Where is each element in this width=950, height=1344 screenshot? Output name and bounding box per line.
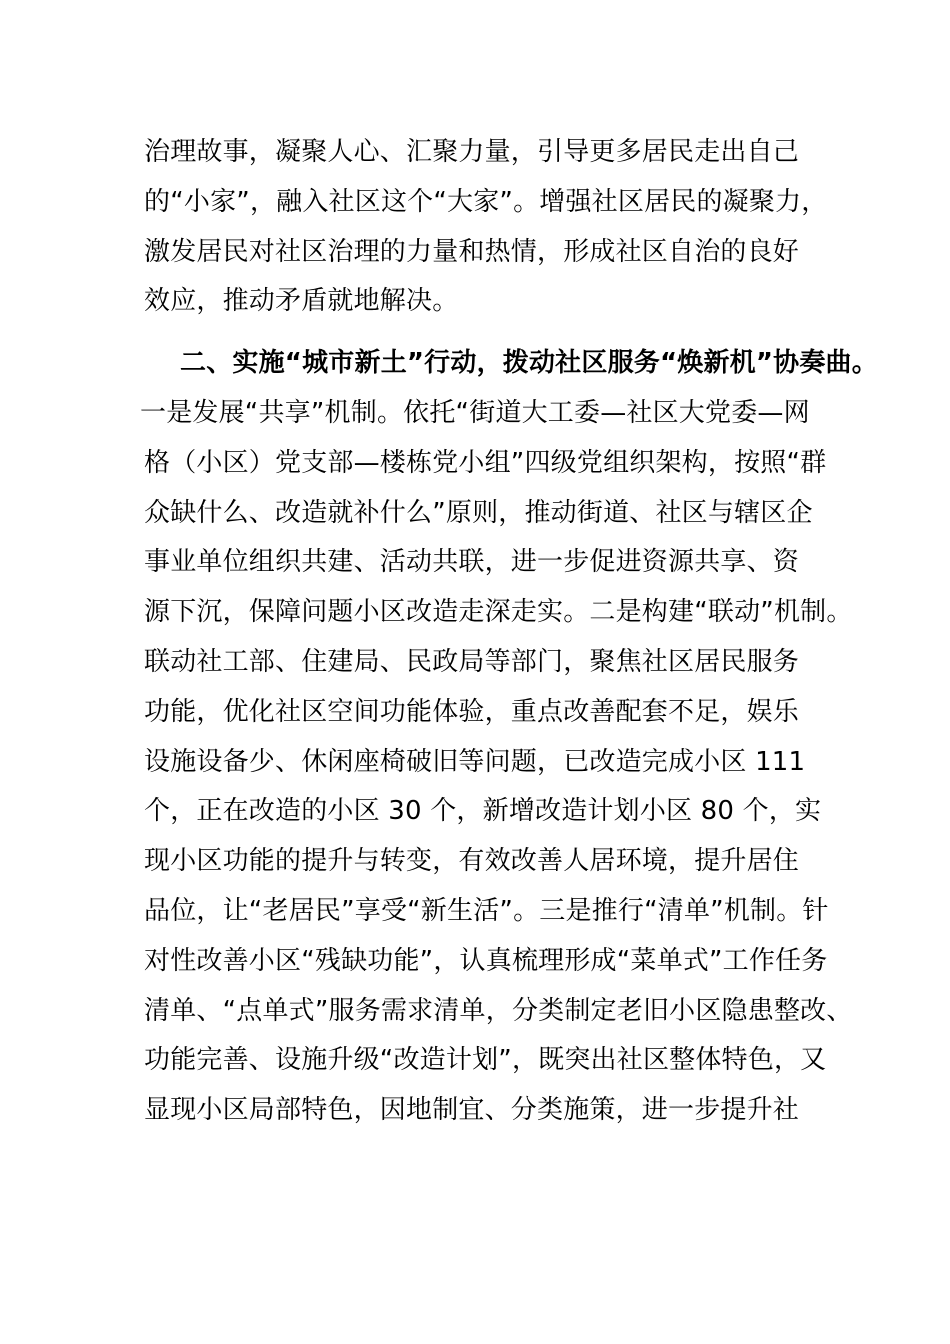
- text-line: 功能完善、设施升级“改造计划”，既突出社区整体特色，又: [144, 1045, 827, 1076]
- text-line: 联动社工部、住建局、民政局等部门，聚焦社区居民服务: [144, 646, 800, 677]
- text-line: 众缺什么、改造就补什么”原则，推动街道、社区与辖区企: [144, 497, 813, 528]
- section-heading: 二、实施“城市新土”行动，拨动社区服务“焕新机”协奏曲。: [180, 348, 878, 379]
- text-line: 清单、“点单式”服务需求清单，分类制定老旧小区隐患整改、: [144, 995, 853, 1026]
- text-line: 源下沉，保障问题小区改造走深走实。二是构建“联动”机制。: [144, 597, 853, 628]
- text-line: 治理故事，凝聚人心、汇聚力量，引导更多居民走出自己: [144, 137, 800, 167]
- text-line: 效应，推动矛盾就地解决。: [144, 286, 459, 317]
- text-line: 功能，优化社区空间功能体验，重点改善配套不足，娱乐: [144, 696, 800, 727]
- text-line: 格（小区）党支部—楼栋党小组”四级党组织架构，按照“群: [144, 447, 827, 478]
- text-line: 对性改善小区“残缺功能”，认真梳理形成“菜单式”工作任务: [144, 945, 828, 976]
- text-line: 的“小家”，融入社区这个“大家”。增强社区居民的凝聚力，: [144, 186, 828, 217]
- text-line: 个，正在改造的小区 30 个，新增改造计划小区 80 个，实: [144, 796, 822, 827]
- text-line: 事业单位组织共建、活动共联，进一步促进资源共享、资: [144, 547, 800, 578]
- text-line: 显现小区局部特色，因地制宜、分类施策，进一步提升社: [144, 1095, 800, 1126]
- text-line: 激发居民对社区治理的力量和热情，形成社区自治的良好: [144, 236, 800, 267]
- text-line: 设施设备少、休闲座椅破旧等问题，已改造完成小区 111: [144, 746, 806, 777]
- document-body: [140, 128, 878, 1136]
- text-line: 一是发展“共享”机制。依托“街道大工委—社区大党委—网: [140, 397, 810, 428]
- text-line: 现小区功能的提升与转变，有效改善人居环境，提升居住: [144, 846, 800, 877]
- text-line: 品位，让“老居民”享受“新生活”。三是推行“清单”机制。针: [144, 895, 829, 926]
